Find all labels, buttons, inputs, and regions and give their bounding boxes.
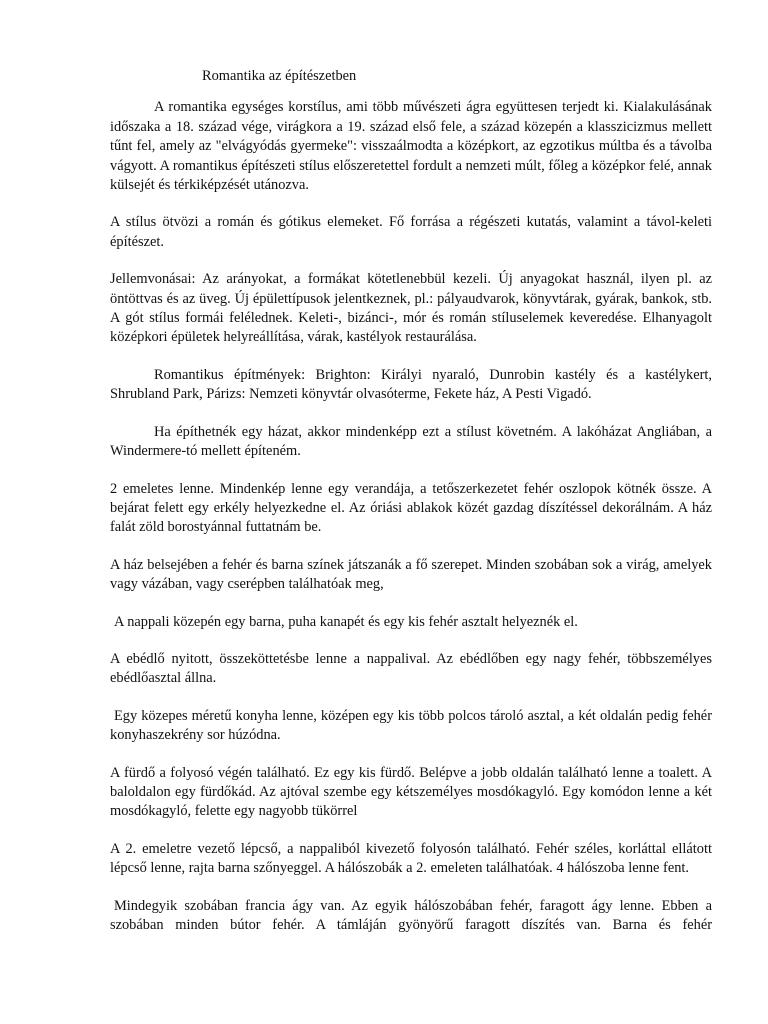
paragraph-bedrooms: Mindegyik szobában francia ágy van. Az egyik hálószobában fehér, faragott ágy lenne. Ebben a szobában minden bútor fehér. A támláján gyönyörű faragott díszítés van. Barna és fehér: [110, 897, 712, 933]
paragraph-house-idea: Ha építhetnék egy házat, akkor mindenképp ezt a stílust követném. A lakóházat Angliában, a Windermere-tó mellett építeném.: [110, 423, 712, 460]
paragraph-interior-colors: A ház belsejében a fehér és barna színek játszanák a fő szerepet. Minden szobában sok a virág, amelyek vagy vázában, vagy cserépben találhatóak meg,: [110, 556, 712, 593]
paragraph-examples: Romantikus építmények: Brighton: Királyi nyaraló, Dunrobin kastély és a kastélykert, Shrubland Park, Párizs: Nemzeti könyvtár olvasóterme, Fekete ház, A Pesti Vigadó.: [110, 366, 712, 403]
paragraph-dining-room: A ebédlő nyitott, összeköttetésbe lenne a nappalival. Az ebédlőben egy nagy fehér, többszemélyes ebédlőasztal állna.: [110, 650, 712, 687]
paragraph-staircase: A 2. emeletre vezető lépcső, a nappaliból kivezető folyosón található. Fehér széles, korláttal ellátott lépcső lenne, rajta barna szőnyeggel. A hálószobák a 2. emeleten találhatóak. 4 hálószoba lenne fent.: [110, 840, 712, 877]
document-page: [110, 67, 712, 953]
paragraph-exterior: 2 emeletes lenne. Mindenkép lenne egy verandája, a tetőszerkezetet fehér oszlopok kötnék össze. A bejárat felett egy erkély helyezkedne el. Az óriási ablakok közét gazdag díszítéssel dekorálnám. A ház falát zöld borostyánnal futtatnám be.: [110, 480, 712, 536]
paragraph-characteristics: Jellemvonásai: Az arányokat, a formákat kötetlenebbül kezeli. Új anyagokat használ, ilyen pl. az öntöttvas és az üveg. Új épülettípusok jelentkeznek, pl.: pályaudvarok, könyvtárak, gyárak, bankok, stb. A gót stílus formái felélednek. Keleti-, bizánci-, mór és román stíluselemek keveredése. Elhanyagolt középkori épületek helyreállítása, várak, kastélyok restaurálása.: [110, 271, 712, 346]
document-title: Romantika az építészetben: [202, 68, 357, 84]
paragraph-living-room: A nappali közepén egy barna, puha kanapét és egy kis fehér asztalt helyeznék el.: [114, 613, 578, 630]
paragraph-kitchen: Egy közepes méretű konyha lenne, középen egy kis több polcos tároló asztal, a két oldalán pedig fehér konyhaszekrény sor húzódna.: [110, 707, 712, 744]
paragraph-style-sources: A stílus ötvözi a román és gótikus elemeket. Fő forrása a régészeti kutatás, valamint a távol-keleti építészet.: [110, 214, 712, 250]
paragraph-intro: A romantika egységes korstílus, ami több művészeti ágra együttesen terjedt ki. Kialakulásának időszaka a 18. század vége, virágkora a 19. század első fele, a század közepén a klasszicizmus mellett tűnt fel, amely az "elvágyódás gyermeke": visszaálmodta a középkort, az egzotikus múltba és a távolba vágyott. A romantikus építészeti stílus előszeretettel fordult a nemzeti múlt, főleg a középkor felé, annak külsejét és térkiképzését utánozva.: [110, 99, 712, 194]
paragraph-bathroom: A fürdő a folyosó végén található. Ez egy kis fürdő. Belépve a jobb oldalán található lenne a toalett. A baloldalon egy fürdőkád. Az ajtóval szembe egy kétszemélyes mosdókagyló. Egy komódon lenne a két mosdókagyló, felette egy nagyobb tükörrel: [110, 764, 712, 820]
